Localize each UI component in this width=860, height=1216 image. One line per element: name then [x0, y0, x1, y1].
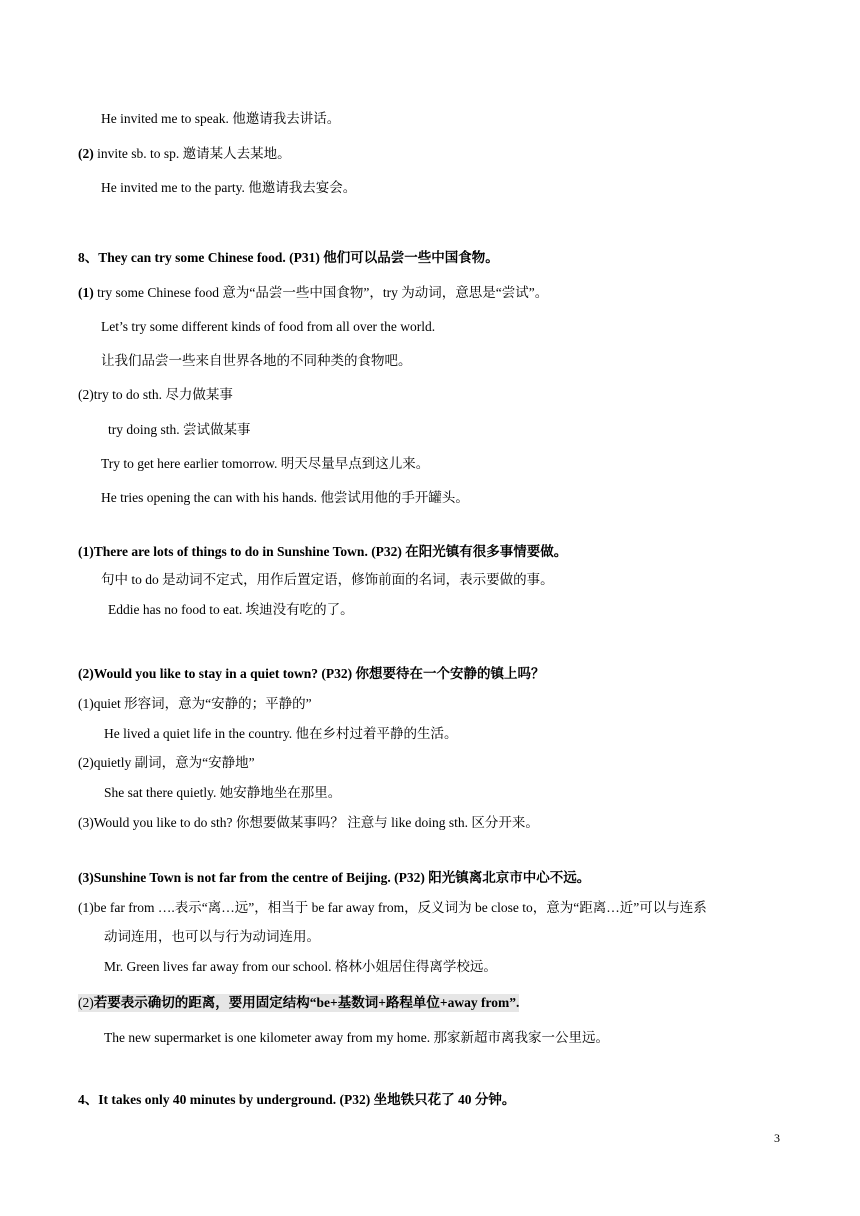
example-sentence: He invited me to the party. 他邀请我去宴会。	[101, 180, 357, 195]
example-sentence: Try to get here earlier tomorrow. 明天尽量早点到这儿来。	[101, 456, 430, 471]
example-sentence: The new supermarket is one kilometer away from my home. 那家新超市离我家一公里远。	[104, 1030, 610, 1045]
usage-item: try doing sth. 尝试做某事	[108, 422, 251, 437]
example-sentence: Let’s try some different kinds of food from all over the world.	[101, 319, 436, 334]
example-sentence: She sat there quietly. 她安静地坐在那里。	[104, 785, 342, 800]
usage-text: invite sb. to sp. 邀请某人去某地。	[93, 146, 291, 161]
item-number: (1)	[78, 285, 94, 300]
usage-item: (2)try to do sth. 尽力做某事	[78, 387, 233, 402]
example-translation: 让我们品尝一些来自世界各地的不同种类的食物吧。	[101, 353, 412, 368]
section-heading: (2)Would you like to stay in a quiet town? (P32) 你想要待在一个安静的镇上吗？	[78, 666, 545, 681]
page-number: 3	[774, 1131, 780, 1145]
usage-item	[78, 284, 548, 302]
item-number: (2)	[78, 146, 94, 161]
usage-text: 若要表示确切的距离，要用固定结构“be+基数词+路程单位+away from”.	[93, 995, 520, 1010]
example-sentence: Eddie has no food to eat. 埃迪没有吃的了。	[108, 602, 354, 617]
usage-text: try some Chinese food 意为“品尝一些中国食物”，try 为动词，意思是“尝试”。	[93, 285, 549, 300]
usage-item: (1)quiet 形容词，意为“安静的；平静的”	[78, 696, 312, 711]
usage-item: (1)be far from ….表示“离…远”，相当于 be far away from，反义词为 be close to，意为“距离…近”可以与连系	[78, 900, 707, 915]
section-heading: 4、It takes only 40 minutes by underground. (P32) 坐地铁只花了 40 分钟。	[78, 1092, 516, 1107]
usage-item	[78, 145, 291, 163]
usage-item-continued: 动词连用，也可以与行为动词连用。	[104, 929, 320, 944]
example-sentence: He lived a quiet life in the country. 他在乡村过着平静的生活。	[104, 726, 458, 741]
highlighted-usage-item	[78, 994, 519, 1012]
example-sentence: He invited me to speak. 他邀请我去讲话。	[101, 111, 341, 126]
item-number: (2)	[78, 995, 94, 1010]
explanation-text: 句中 to do 是动词不定式，用作后置定语，修饰前面的名词，表示要做的事。	[101, 572, 554, 587]
usage-item: (2)quietly 副词，意为“安静地”	[78, 755, 255, 770]
section-heading: 8、They can try some Chinese food. (P31) 他们可以品尝一些中国食物。	[78, 250, 499, 265]
section-heading: (3)Sunshine Town is not far from the centre of Beijing. (P32) 阳光镇离北京市中心不远。	[78, 870, 591, 885]
example-sentence: He tries opening the can with his hands. 他尝试用他的手开罐头。	[101, 490, 469, 505]
usage-item: (3)Would you like to do sth? 你想要做某事吗？ 注意与 like doing sth. 区分开来。	[78, 815, 539, 830]
section-heading: (1)There are lots of things to do in Sunshine Town. (P32) 在阳光镇有很多事情要做。	[78, 544, 568, 559]
example-sentence: Mr. Green lives far away from our school. 格林小姐居住得离学校远。	[104, 959, 497, 974]
